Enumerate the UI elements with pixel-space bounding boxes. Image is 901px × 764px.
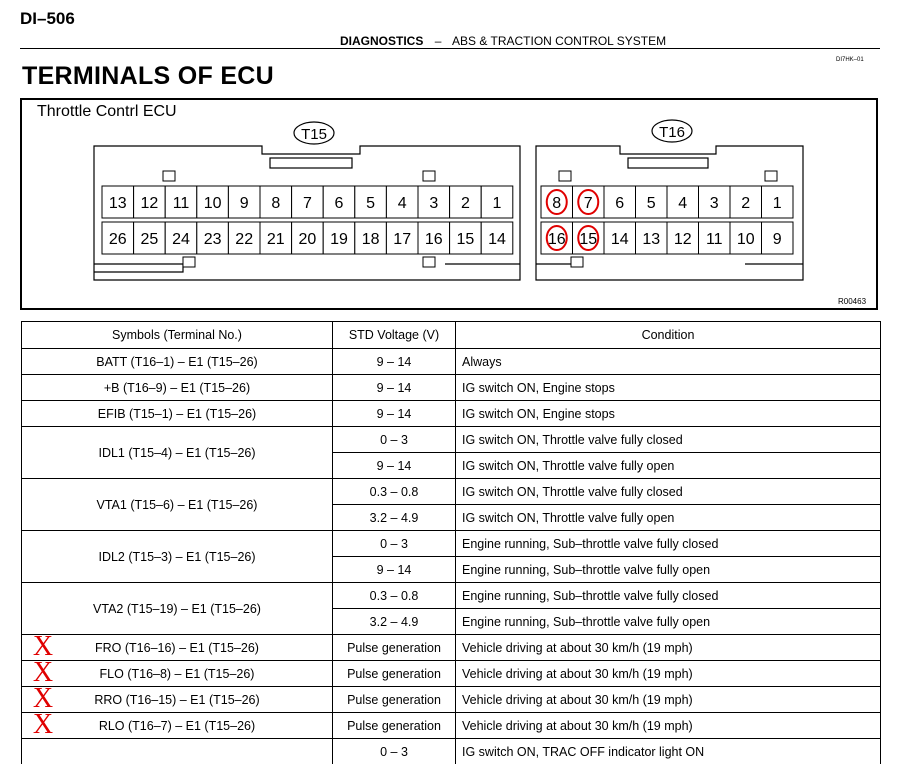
t15-pin-number: 16	[425, 231, 443, 248]
t15-pin-number: 14	[488, 231, 506, 248]
t15-pin-number: 8	[271, 195, 280, 212]
table-row	[22, 531, 881, 557]
table-row	[22, 739, 881, 764]
svg-text:T15: T15	[301, 126, 327, 143]
table-header-row	[22, 322, 881, 349]
symbol-cell: VTA2 (T15–19) – E1 (T15–26)	[22, 583, 333, 635]
condition-cell: IG switch ON, Engine stops	[456, 401, 881, 427]
figure-code: R00463	[838, 297, 866, 306]
voltage-cell: 0.3 – 0.8	[333, 479, 456, 505]
condition-cell: Vehicle driving at about 30 km/h (19 mph)	[456, 687, 881, 713]
t16-pin-number: 11	[706, 231, 723, 248]
condition-cell: IG switch ON, Engine stops	[456, 375, 881, 401]
t15-pin-number: 11	[173, 195, 190, 212]
table-row	[22, 427, 881, 453]
condition-cell: Engine running, Sub–throttle valve fully open	[456, 609, 881, 635]
symbol-cell: IDL2 (T15–3) – E1 (T15–26)	[22, 531, 333, 583]
connector-latch	[183, 257, 195, 267]
voltage-cell: 9 – 14	[333, 401, 456, 427]
table-row	[22, 479, 881, 505]
svg-text:T16: T16	[659, 124, 685, 141]
condition-cell: Vehicle driving at about 30 km/h (19 mph)	[456, 661, 881, 687]
t16-pin-number: 6	[615, 195, 624, 212]
t15-pin-number: 3	[429, 195, 438, 212]
connector-latch	[765, 171, 777, 181]
voltage-cell: Pulse generation	[333, 635, 456, 661]
symbol-cell: RLO (T16–7) – E1 (T15–26)	[22, 713, 333, 739]
t15-pin-number: 25	[141, 231, 159, 248]
t16-label	[652, 120, 692, 142]
t15-pin-number: 10	[204, 195, 222, 212]
voltage-cell: 0.3 – 0.8	[333, 583, 456, 609]
t16-pin-number: 13	[642, 231, 660, 248]
connector-latch	[163, 171, 175, 181]
table-row	[22, 401, 881, 427]
symbol-cell: FRO (T16–16) – E1 (T15–26)	[22, 635, 333, 661]
symbol-cell: +B (T16–9) – E1 (T15–26)	[22, 375, 333, 401]
condition-cell: IG switch ON, Throttle valve fully closed	[456, 479, 881, 505]
symbol-cell: BATT (T16–1) – E1 (T15–26)	[22, 349, 333, 375]
t16-pin-number: 14	[611, 231, 629, 248]
doc-code: DI7HK–01	[836, 57, 864, 63]
t15-pin-number: 2	[461, 195, 470, 212]
table-row	[22, 661, 881, 687]
t16-pin-number: 1	[773, 195, 782, 212]
voltage-cell: 9 – 14	[333, 557, 456, 583]
symbol-cell	[22, 739, 333, 764]
voltage-cell: 0 – 3	[333, 739, 456, 764]
t15-pin-number: 5	[366, 195, 375, 212]
symbol-cell: FLO (T16–8) – E1 (T15–26)	[22, 661, 333, 687]
header-condition: Condition	[456, 322, 881, 349]
table-row	[22, 687, 881, 713]
connector-latch	[559, 171, 571, 181]
condition-cell: IG switch ON, Throttle valve fully closed	[456, 427, 881, 453]
voltage-cell: 9 – 14	[333, 375, 456, 401]
t15-pin-number: 13	[109, 195, 127, 212]
t16-pin-number: 16	[548, 231, 566, 248]
t15-pin-number: 24	[172, 231, 190, 248]
symbol-cell: EFIB (T15–1) – E1 (T15–26)	[22, 401, 333, 427]
t15-pin-number: 9	[240, 195, 249, 212]
header-symbols: Symbols (Terminal No.)	[22, 322, 333, 349]
section-title: TERMINALS OF ECU	[22, 62, 274, 91]
t16-pin-number: 15	[579, 231, 597, 248]
header-separator: –	[435, 34, 442, 48]
x-mark: X	[30, 660, 56, 686]
t15-pin-number: 18	[362, 231, 380, 248]
t16-pin-number: 9	[773, 231, 782, 248]
x-mark: X	[30, 712, 56, 738]
t15-pin-number: 6	[335, 195, 344, 212]
t16-pin-number: 5	[647, 195, 656, 212]
diagram-label: Throttle Contrl ECU	[37, 103, 177, 121]
condition-cell: Engine running, Sub–throttle valve fully closed	[456, 583, 881, 609]
t16-pin-number: 8	[552, 195, 561, 212]
voltage-cell: 0 – 3	[333, 531, 456, 557]
condition-cell: IG switch ON, TRAC OFF indicator light ON	[456, 739, 881, 764]
t15-pin-number: 21	[267, 231, 285, 248]
voltage-cell: 9 – 14	[333, 453, 456, 479]
t15-label	[294, 122, 334, 144]
t15-pin-number: 20	[299, 231, 317, 248]
t16-pin-number: 3	[710, 195, 719, 212]
t15-pin-number: 17	[393, 231, 411, 248]
voltage-cell: 3.2 – 4.9	[333, 505, 456, 531]
t16-pin-number: 7	[584, 195, 593, 212]
table-row	[22, 349, 881, 375]
voltage-cell: 3.2 – 4.9	[333, 609, 456, 635]
x-mark: X	[30, 686, 56, 712]
condition-cell: Engine running, Sub–throttle valve fully closed	[456, 531, 881, 557]
t16-pin-number: 12	[674, 231, 692, 248]
t15-pin-number: 4	[398, 195, 407, 212]
symbol-cell: RRO (T16–15) – E1 (T15–26)	[22, 687, 333, 713]
connector-latch	[571, 257, 583, 267]
condition-cell: IG switch ON, Throttle valve fully open	[456, 453, 881, 479]
voltage-cell: 0 – 3	[333, 427, 456, 453]
t15-pin-number: 19	[330, 231, 348, 248]
table-row	[22, 713, 881, 739]
table-row	[22, 635, 881, 661]
voltage-cell: Pulse generation	[333, 661, 456, 687]
header-subsection: ABS & TRACTION CONTROL SYSTEM	[452, 34, 666, 48]
condition-cell: Vehicle driving at about 30 km/h (19 mph)	[456, 713, 881, 739]
symbol-cell: IDL1 (T15–4) – E1 (T15–26)	[22, 427, 333, 479]
page-number: DI–506	[20, 9, 75, 29]
connector-drawing	[0, 0, 901, 320]
table-row	[22, 583, 881, 609]
symbol-cell: VTA1 (T15–6) – E1 (T15–26)	[22, 479, 333, 531]
terminal-table	[21, 321, 881, 764]
condition-cell: Always	[456, 349, 881, 375]
t15-pin-number: 22	[235, 231, 253, 248]
connector-latch	[423, 257, 435, 267]
condition-cell: Vehicle driving at about 30 km/h (19 mph)	[456, 635, 881, 661]
t16-pin-number: 10	[737, 231, 755, 248]
header-voltage: STD Voltage (V)	[333, 322, 456, 349]
header-section-title: DIAGNOSTICS	[340, 34, 423, 48]
t15-pin-number: 15	[457, 231, 475, 248]
t15-pin-number: 12	[141, 195, 159, 212]
voltage-cell: 9 – 14	[333, 349, 456, 375]
t15-pin-number: 26	[109, 231, 127, 248]
voltage-cell: Pulse generation	[333, 687, 456, 713]
table-row	[22, 375, 881, 401]
condition-cell: IG switch ON, Throttle valve fully open	[456, 505, 881, 531]
x-mark: X	[30, 634, 56, 660]
t15-pin-number: 7	[303, 195, 312, 212]
t15-pin-number: 1	[493, 195, 502, 212]
condition-cell: Engine running, Sub–throttle valve fully open	[456, 557, 881, 583]
t16-pin-number: 2	[741, 195, 750, 212]
voltage-cell: Pulse generation	[333, 713, 456, 739]
t15-pin-number: 23	[204, 231, 222, 248]
connector-latch	[423, 171, 435, 181]
t16-pin-number: 4	[678, 195, 687, 212]
